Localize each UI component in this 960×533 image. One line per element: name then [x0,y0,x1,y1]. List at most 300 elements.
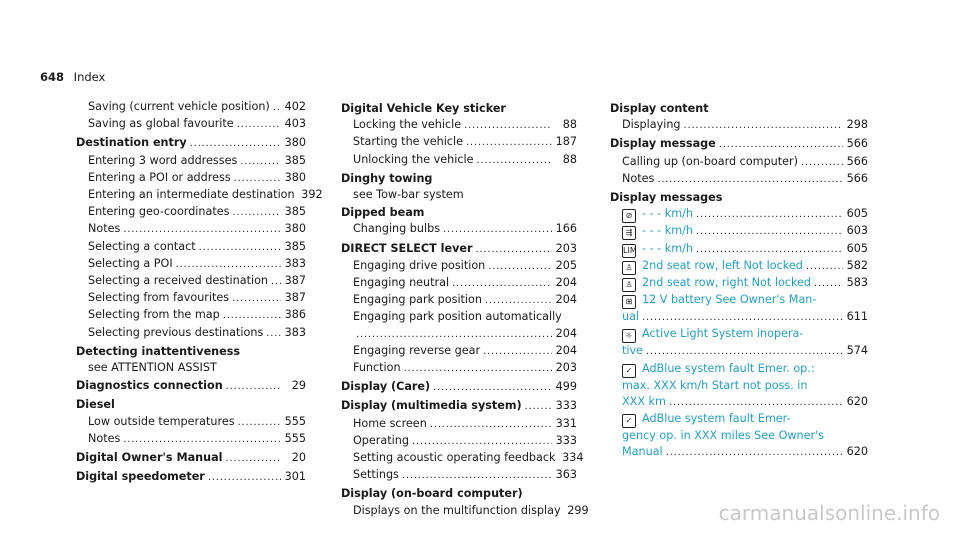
page-reference[interactable]: 387 [284,274,306,288]
page-reference[interactable]: 386 [284,308,306,322]
index-entry-heading [341,486,577,502]
index-subentry [76,273,306,290]
entry-label [88,273,268,289]
index-entry-heading [341,101,577,117]
entry-text: Display (on-board computer) [341,487,523,501]
page-reference[interactable]: 20 [291,451,306,465]
entry-label [622,444,663,460]
entry-label [622,428,824,444]
index-subentry [610,444,868,461]
entry-label [622,326,803,343]
page-reference[interactable]: 385 [284,205,306,219]
entry-label [88,307,220,323]
entry-label [622,394,666,410]
page-reference[interactable]: 566 [846,171,868,185]
entry-text: Destination entry [76,136,187,150]
entry-text: tive [622,344,643,358]
index-subentry [341,326,577,343]
entry-text: Entering a POI or address [88,170,231,184]
entry-label [76,450,222,466]
page-reference[interactable]: 383 [284,325,306,339]
index-entry-heading [76,135,306,152]
entry-label [610,101,709,117]
entry-label [353,292,482,308]
page-reference[interactable]: 392 [301,188,323,202]
index-column-2 [341,99,589,520]
entry-text: Entering geo-coordinates [88,205,230,219]
entry-text: Selecting from the map [88,308,220,322]
page-reference[interactable]: 298 [846,118,868,132]
page-reference[interactable]: 555 [284,431,306,445]
index-entry-heading [76,397,306,413]
entry-label [622,154,798,170]
leader-dots [234,170,281,187]
entry-label [341,101,506,117]
entry-label [622,361,815,378]
page-reference[interactable]: 363 [555,468,577,482]
index-subentry [341,416,577,433]
index-subentry [76,187,323,204]
entry-text: Display (multimedia system) [341,399,522,413]
entry-label [88,256,173,272]
leader-dots [356,326,552,343]
entry-label [622,241,693,258]
index-subentry [76,290,306,307]
index-subentry [341,152,577,169]
leader-dots [412,433,552,450]
index-subentry [610,394,868,411]
page-reference[interactable]: 203 [555,241,577,255]
warning-symbol-icon: ✓ [622,364,636,378]
index-entry-heading [76,469,306,486]
index-subentry [76,239,306,256]
entry-label [622,171,654,187]
index-subentry [341,360,577,377]
warning-symbol-icon: ♙ [622,261,636,275]
leader-dots [483,343,552,360]
entry-text: Unlocking the vehicle [353,152,474,166]
entry-label [88,99,270,115]
entry-text: Manual [622,445,663,459]
entry-text: Digital Owner's Manual [76,451,223,465]
page-reference[interactable]: 583 [846,276,868,290]
index-entry-heading [610,101,868,117]
page-reference[interactable]: 204 [555,276,577,290]
entry-text: Engaging park position automatically [353,310,562,324]
entry-text: Calling up (on-board computer) [622,154,799,168]
warning-symbol-icon: ☼ [622,329,636,343]
entry-text: 2nd seat row, right Not locked [642,276,812,290]
entry-text: Selecting a POI [88,256,173,270]
entry-text: Selecting from favourites [88,291,230,305]
entry-label [88,414,235,430]
index-subentry [76,153,306,170]
index-entry-heading [341,379,577,396]
entry-text: see Tow-bar system [353,188,464,202]
entry-text: - - - km/h [642,224,694,238]
leader-dots [240,153,281,170]
entry-text: Function [353,361,401,375]
leader-dots [696,206,843,223]
entry-label [341,171,432,187]
page-reference[interactable]: 611 [846,310,868,324]
index-subentry [610,241,868,258]
leader-dots [806,258,843,275]
entry-text: Digital Vehicle Key sticker [341,102,506,115]
entry-text: Displays on the multifunction display [353,503,561,517]
leader-dots [238,414,281,431]
index-subentry [341,275,577,292]
page-reference[interactable]: 380 [284,222,306,236]
index-entry-heading [76,378,306,395]
index-subentry [610,378,868,394]
entry-label [88,290,229,306]
entry-label [76,135,187,151]
entry-label [353,450,556,466]
entry-text: - - - km/h [642,207,694,221]
entry-text: Active Light System inopera- [642,327,804,341]
leader-dots [190,135,281,152]
entry-text: Detecting inattentiveness [76,344,241,358]
index-subentry [76,170,306,187]
entry-text: Notes [88,222,121,236]
page-reference[interactable]: 555 [284,414,306,428]
entry-text: max. XXX km/h Start not poss. in [622,378,808,392]
entry-text: Dinghy towing [341,171,433,185]
index-subentry [341,134,577,151]
leader-dots [430,416,552,433]
leader-dots [404,360,552,377]
page-reference[interactable]: 331 [555,416,577,430]
entry-text: Engaging reverse gear [353,343,481,357]
page-reference[interactable]: 380 [284,170,306,184]
leader-dots [642,309,843,326]
index-subentry [610,428,868,444]
page-reference[interactable]: 29 [291,379,306,393]
entry-text: DIRECT SELECT lever [341,241,473,255]
entry-label [353,275,449,291]
page-reference[interactable]: 403 [284,117,306,131]
warning-symbol-icon: ⇶ [622,226,636,240]
entry-text: Engaging neutral [353,276,450,290]
leader-dots [123,431,281,448]
page-reference[interactable]: 387 [284,291,306,305]
leader-dots [719,136,843,153]
index-subentry [610,361,868,378]
index-subentry [610,117,868,134]
warning-symbol-icon: ⊞ [622,295,636,309]
entry-text: gency op. in XXX miles See Owner's [622,429,825,443]
entry-text: Selecting a received destination [88,274,269,288]
entry-label [353,433,409,449]
leader-dots [208,469,281,486]
index-entry-heading [610,190,868,206]
entry-text: 12 V battery See Owner's Man- [642,293,817,307]
page-reference[interactable]: 204 [555,326,577,340]
page-number: 648 [40,70,65,84]
page-reference[interactable]: 187 [555,135,577,149]
entry-label [88,170,231,186]
page-reference[interactable]: 204 [555,343,577,357]
page-reference[interactable]: 620 [846,394,868,408]
leader-dots [402,467,552,484]
leader-dots [466,134,552,151]
leader-dots [433,379,552,396]
index-subentry [341,467,577,484]
entry-label [88,204,229,220]
index-subentry [76,99,306,116]
entry-label [353,360,401,376]
index-subentry [610,326,868,343]
entry-text: Home screen [353,416,427,430]
entry-label [353,152,473,168]
index-subentry [610,275,868,292]
page-reference[interactable]: 301 [284,470,306,484]
entry-text: Notes [88,431,121,445]
entry-text: Diagnostics connection [76,379,223,393]
entry-text: Saving as global favourite [88,117,234,131]
page-reference[interactable]: 605 [846,207,868,221]
entry-text: Dipped beam [341,206,425,220]
entry-text: Entering an intermediate destination [88,188,295,202]
entry-label [353,258,485,274]
page-reference[interactable]: 205 [555,258,577,272]
entry-text: Selecting a contact [88,239,196,253]
leader-dots [525,398,552,415]
entry-text: - - - km/h [642,241,694,255]
index-entry-heading [341,241,577,258]
entry-label [622,275,811,292]
page-reference[interactable]: 385 [284,239,306,253]
entry-text: Starting the vehicle [353,135,463,149]
entry-label [353,343,480,359]
entry-label [341,379,430,395]
leader-dots [273,99,281,116]
leader-dots [669,394,843,411]
entry-text: Engaging drive position [353,258,486,272]
entry-text: ual [622,310,640,324]
warning-symbol-icon: ✓ [622,414,636,428]
warning-symbol-icon: ♙ [622,278,636,292]
entry-text: Diesel [76,398,115,412]
index-subentry [76,414,306,431]
entry-label [622,117,681,133]
entry-label [88,187,295,203]
entry-label [341,205,424,221]
index-subentry [76,325,306,342]
entry-label [622,292,816,309]
leader-dots [226,378,281,395]
index-subentry [76,221,306,238]
page-reference[interactable]: 204 [555,293,577,307]
index-subentry [76,256,306,273]
leader-dots [443,221,552,238]
index-subentry [610,171,868,188]
leader-dots [475,241,552,258]
page-reference[interactable]: 166 [555,222,577,236]
page-reference[interactable]: 574 [846,344,868,358]
leader-dots [476,152,552,169]
leader-dots [237,116,281,133]
index-subentry [341,221,577,238]
index-subentry [341,187,577,203]
entry-label [88,360,217,376]
index-subentry [76,360,306,376]
index-subentry [610,206,868,223]
page-reference[interactable]: 333 [555,433,577,447]
index-subentry [341,309,577,325]
page-reference[interactable]: 566 [846,154,868,168]
leader-dots [657,171,843,188]
leader-dots [232,290,281,307]
entry-text: see ATTENTION ASSIST [88,361,217,375]
page-reference[interactable]: 402 [284,100,306,113]
entry-label [353,134,463,150]
index-entry-heading [76,344,306,360]
entry-text: Display message [610,137,716,151]
index-subentry [341,433,577,450]
index-entry-heading [341,205,577,221]
entry-text: AdBlue system fault Emer- [642,412,791,426]
section-title: Index [73,70,106,84]
leader-dots [646,343,843,360]
index-entry-heading [341,171,577,187]
index-entry-heading [76,450,306,467]
entry-label [622,411,791,428]
entry-label [353,309,562,325]
index-subentry [341,450,584,467]
index-subentry [610,309,868,326]
entry-text: Operating [353,433,409,447]
entry-label [353,467,399,483]
page-reference[interactable]: 203 [555,361,577,375]
entry-label [353,416,427,432]
entry-text: Digital speedometer [76,470,205,484]
warning-symbol-icon: ⊘ [622,209,636,223]
index-entry-heading [341,398,577,415]
entry-label [622,206,693,223]
page-reference[interactable]: 88 [562,152,577,166]
leader-dots [814,275,843,292]
index-subentry [610,258,868,275]
entry-text: Display (Care) [341,380,431,394]
leader-dots [176,256,281,273]
entry-label [353,221,440,237]
entry-label [622,309,639,325]
index-subentry [76,204,306,221]
leader-dots [123,221,281,238]
index-column-1 [76,99,323,486]
entry-text: Selecting previous destinations [88,325,264,339]
entry-label [76,378,223,394]
page-reference[interactable]: 603 [846,224,868,238]
entry-text: Changing bulbs [353,222,441,236]
leader-dots [199,239,281,256]
entry-label [341,398,522,414]
entry-label [622,378,808,394]
leader-dots [464,117,552,134]
entry-text: Setting acoustic operating feedback [353,451,556,465]
entry-text: Display messages [610,191,723,205]
entry-label [353,503,561,519]
leader-dots [485,292,552,309]
page-reference[interactable]: 380 [284,136,306,150]
warning-symbol-icon: LIM [622,244,636,258]
index-subentry [341,292,577,309]
page-reference[interactable]: 333 [555,399,577,413]
leader-dots [684,117,843,134]
entry-label [610,190,722,206]
index-subentry [341,117,577,134]
page-reference[interactable]: 88 [562,118,577,132]
entry-label [353,187,464,203]
entry-text: Displaying [622,118,681,132]
page-reference[interactable]: 334 [562,451,584,465]
entry-label [76,397,115,413]
entry-label [76,344,240,360]
entry-label [353,117,461,133]
entry-text: Engaging park position [353,293,482,307]
index-subentry [76,116,306,133]
entry-label [88,221,120,237]
entry-text: Saving (current vehicle position) [88,100,270,113]
index-subentry [610,292,868,309]
leader-dots [271,273,281,290]
index-subentry [341,258,577,275]
entry-label [622,223,693,240]
leader-dots [452,275,552,292]
page-reference[interactable]: 499 [555,380,577,394]
index-subentry [341,503,589,520]
entry-text: XXX km [622,394,666,408]
leader-dots [696,223,843,240]
leader-dots [232,204,281,221]
entry-label [76,469,205,485]
entry-label [88,116,234,132]
page-reference[interactable]: 299 [567,503,589,517]
entry-label [610,136,716,152]
index-subentry [610,411,868,428]
entry-text: Low outside temperatures [88,414,235,428]
leader-dots [225,450,281,467]
page-reference[interactable]: 620 [846,445,868,459]
entry-label [341,486,523,502]
index-entry-heading [610,136,868,153]
index-column-3 [610,99,868,461]
index-subentry [341,343,577,360]
entry-label [88,239,196,255]
page-reference[interactable]: 566 [846,137,868,151]
entry-text: Notes [622,171,655,185]
page-reference[interactable]: 605 [846,241,868,255]
leader-dots [696,241,843,258]
entry-label [88,325,263,341]
page-reference[interactable]: 582 [846,258,868,272]
entry-label [88,153,237,169]
page-reference[interactable]: 385 [284,153,306,167]
entry-label [88,431,120,447]
index-subentry [610,343,868,360]
index-subentry [610,154,868,171]
page-reference[interactable]: 383 [284,256,306,270]
index-subentry [76,431,306,448]
index-subentry [76,307,306,324]
leader-dots [801,154,843,171]
entry-text: Settings [353,468,399,482]
entry-text: AdBlue system fault Emer. op.: [642,361,815,375]
index-subentry [610,223,868,240]
entry-text: Entering 3 word addresses [88,153,238,167]
